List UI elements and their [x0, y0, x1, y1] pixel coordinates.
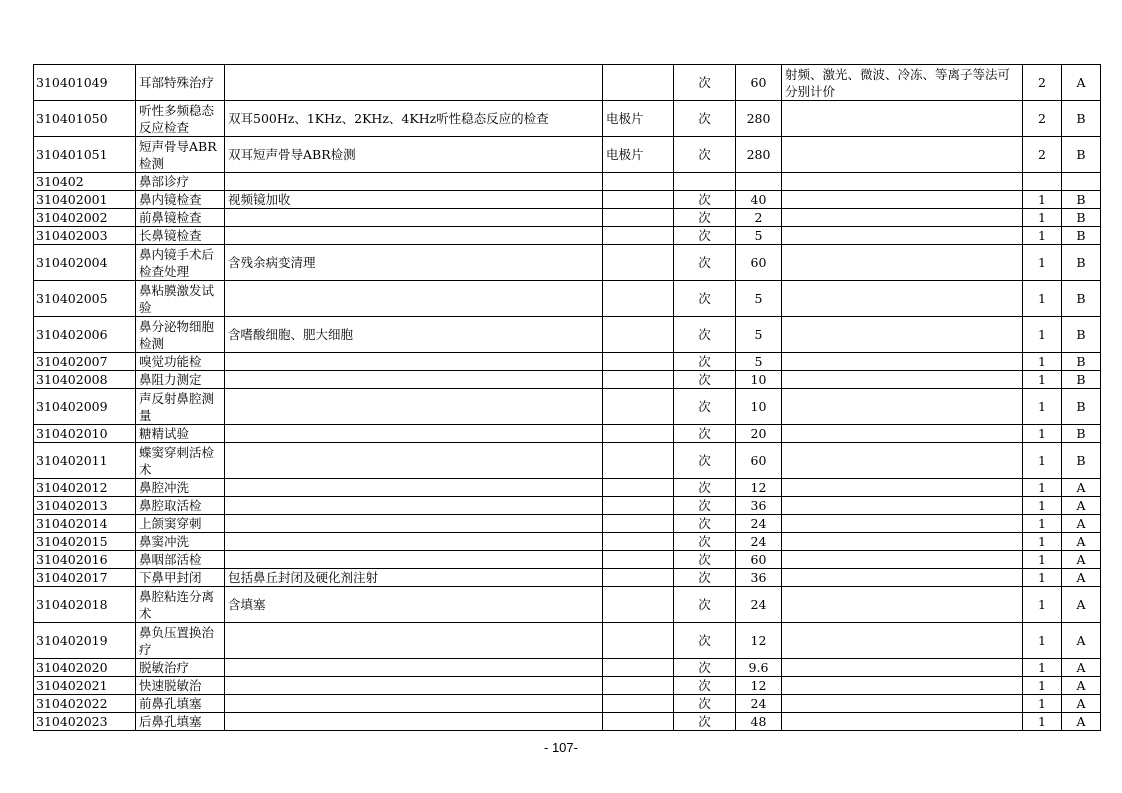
- unit-cell: 次: [674, 677, 736, 695]
- price-cell: 48: [736, 713, 782, 731]
- note-cell: [782, 479, 1023, 497]
- excluded-material-cell: [603, 191, 674, 209]
- note-cell: [782, 281, 1023, 317]
- level-cell: 2: [1023, 137, 1062, 173]
- item-code-cell: 310402022: [34, 695, 136, 713]
- category-cell: B: [1062, 371, 1101, 389]
- unit-cell: 次: [674, 101, 736, 137]
- unit-cell: 次: [674, 317, 736, 353]
- unit-cell: 次: [674, 137, 736, 173]
- excluded-material-cell: [603, 173, 674, 191]
- price-cell: 280: [736, 137, 782, 173]
- price-cell: 9.6: [736, 659, 782, 677]
- level-cell: 1: [1023, 281, 1062, 317]
- table-row: [34, 569, 1101, 587]
- item-code-cell: 310402008: [34, 371, 136, 389]
- unit-cell: 次: [674, 587, 736, 623]
- category-cell: A: [1062, 533, 1101, 551]
- item-name-cell: 鼻腔粘连分离术: [136, 587, 225, 623]
- note-cell: [782, 371, 1023, 389]
- category-cell: A: [1062, 65, 1101, 101]
- unit-cell: 次: [674, 569, 736, 587]
- item-content-cell: [225, 479, 603, 497]
- item-content-cell: 双耳500Hz、1KHz、2KHz、4KHz听性稳态反应的检查: [225, 101, 603, 137]
- table-row: [34, 659, 1101, 677]
- item-name-cell: 长鼻镜检查: [136, 227, 225, 245]
- item-code-cell: 310402021: [34, 677, 136, 695]
- price-cell: 60: [736, 443, 782, 479]
- item-content-cell: [225, 677, 603, 695]
- item-content-cell: 视频镜加收: [225, 191, 603, 209]
- table-row: [34, 443, 1101, 479]
- level-cell: 1: [1023, 695, 1062, 713]
- category-cell: B: [1062, 209, 1101, 227]
- category-cell: B: [1062, 191, 1101, 209]
- level-cell: 1: [1023, 551, 1062, 569]
- item-name-cell: 上颌窦穿刺: [136, 515, 225, 533]
- level-cell: 1: [1023, 479, 1062, 497]
- item-name-cell: 鼻咽部活检: [136, 551, 225, 569]
- excluded-material-cell: [603, 479, 674, 497]
- unit-cell: 次: [674, 245, 736, 281]
- note-cell: [782, 443, 1023, 479]
- item-name-cell: 鼻腔取活检: [136, 497, 225, 515]
- excluded-material-cell: [603, 551, 674, 569]
- level-cell: 1: [1023, 443, 1062, 479]
- note-cell: [782, 353, 1023, 371]
- item-name-cell: 蝶窦穿刺活检术: [136, 443, 225, 479]
- level-cell: 1: [1023, 425, 1062, 443]
- level-cell: 1: [1023, 389, 1062, 425]
- excluded-material-cell: [603, 659, 674, 677]
- item-name-cell: 前鼻镜检查: [136, 209, 225, 227]
- level-cell: 1: [1023, 209, 1062, 227]
- item-code-cell: 310402011: [34, 443, 136, 479]
- item-content-cell: 含嗜酸细胞、肥大细胞: [225, 317, 603, 353]
- item-content-cell: [225, 695, 603, 713]
- level-cell: 1: [1023, 587, 1062, 623]
- note-cell: 射频、激光、微波、冷冻、等离子等法可分别计价: [782, 65, 1023, 101]
- table-row: [34, 209, 1101, 227]
- item-content-cell: [225, 173, 603, 191]
- note-cell: [782, 713, 1023, 731]
- excluded-material-cell: 电极片: [603, 137, 674, 173]
- category-cell: B: [1062, 425, 1101, 443]
- table-row: [34, 623, 1101, 659]
- unit-cell: 次: [674, 425, 736, 443]
- unit-cell: 次: [674, 65, 736, 101]
- category-cell: B: [1062, 137, 1101, 173]
- item-name-cell: 快速脱敏治: [136, 677, 225, 695]
- category-cell: A: [1062, 587, 1101, 623]
- price-cell: 60: [736, 65, 782, 101]
- item-code-cell: 310402005: [34, 281, 136, 317]
- price-cell: 36: [736, 569, 782, 587]
- excluded-material-cell: [603, 227, 674, 245]
- price-cell: 5: [736, 317, 782, 353]
- item-content-cell: [225, 65, 603, 101]
- price-cell: 24: [736, 587, 782, 623]
- table-body: [34, 65, 1101, 731]
- unit-cell: [674, 173, 736, 191]
- item-content-cell: [225, 713, 603, 731]
- unit-cell: 次: [674, 551, 736, 569]
- excluded-material-cell: [603, 245, 674, 281]
- item-code-cell: 310402015: [34, 533, 136, 551]
- price-cell: 10: [736, 389, 782, 425]
- level-cell: 1: [1023, 353, 1062, 371]
- level-cell: 1: [1023, 569, 1062, 587]
- excluded-material-cell: [603, 389, 674, 425]
- unit-cell: 次: [674, 281, 736, 317]
- note-cell: [782, 173, 1023, 191]
- table-row: [34, 65, 1101, 101]
- unit-cell: 次: [674, 713, 736, 731]
- item-content-cell: [225, 281, 603, 317]
- item-code-cell: 310402004: [34, 245, 136, 281]
- table-row: [34, 587, 1101, 623]
- excluded-material-cell: [603, 677, 674, 695]
- price-cell: 60: [736, 245, 782, 281]
- fee-schedule-table: [33, 64, 1101, 731]
- item-content-cell: [225, 227, 603, 245]
- item-name-cell: 鼻分泌物细胞检测: [136, 317, 225, 353]
- unit-cell: 次: [674, 479, 736, 497]
- excluded-material-cell: [603, 497, 674, 515]
- note-cell: [782, 587, 1023, 623]
- price-cell: 2: [736, 209, 782, 227]
- item-code-cell: 310401051: [34, 137, 136, 173]
- item-content-cell: [225, 209, 603, 227]
- item-name-cell: 鼻负压置换治疗: [136, 623, 225, 659]
- item-name-cell: 鼻内镜手术后检查处理: [136, 245, 225, 281]
- level-cell: [1023, 173, 1062, 191]
- table-row: [34, 137, 1101, 173]
- unit-cell: 次: [674, 443, 736, 479]
- note-cell: [782, 515, 1023, 533]
- item-content-cell: 双耳短声骨导ABR检测: [225, 137, 603, 173]
- table-row: [34, 695, 1101, 713]
- price-cell: 5: [736, 227, 782, 245]
- table-row: [34, 389, 1101, 425]
- excluded-material-cell: [603, 317, 674, 353]
- item-code-cell: 310402010: [34, 425, 136, 443]
- item-code-cell: 310402014: [34, 515, 136, 533]
- category-cell: A: [1062, 569, 1101, 587]
- item-content-cell: [225, 425, 603, 443]
- price-cell: 10: [736, 371, 782, 389]
- note-cell: [782, 389, 1023, 425]
- item-content-cell: [225, 515, 603, 533]
- unit-cell: 次: [674, 695, 736, 713]
- item-content-cell: [225, 389, 603, 425]
- level-cell: 1: [1023, 227, 1062, 245]
- level-cell: 1: [1023, 515, 1062, 533]
- price-cell: 12: [736, 623, 782, 659]
- note-cell: [782, 101, 1023, 137]
- category-cell: A: [1062, 677, 1101, 695]
- excluded-material-cell: [603, 569, 674, 587]
- unit-cell: 次: [674, 659, 736, 677]
- excluded-material-cell: 电极片: [603, 101, 674, 137]
- item-code-cell: 310402023: [34, 713, 136, 731]
- excluded-material-cell: [603, 533, 674, 551]
- level-cell: 1: [1023, 191, 1062, 209]
- category-cell: B: [1062, 389, 1101, 425]
- price-cell: 24: [736, 515, 782, 533]
- item-name-cell: 声反射鼻腔测量: [136, 389, 225, 425]
- note-cell: [782, 425, 1023, 443]
- category-cell: A: [1062, 695, 1101, 713]
- note-cell: [782, 695, 1023, 713]
- table-row: [34, 353, 1101, 371]
- excluded-material-cell: [603, 713, 674, 731]
- item-content-cell: [225, 497, 603, 515]
- level-cell: 2: [1023, 101, 1062, 137]
- table-row: [34, 551, 1101, 569]
- unit-cell: 次: [674, 209, 736, 227]
- page-number: - 107-: [544, 740, 578, 755]
- category-cell: B: [1062, 281, 1101, 317]
- item-name-cell: 下鼻甲封闭: [136, 569, 225, 587]
- table-row: [34, 533, 1101, 551]
- category-cell: A: [1062, 551, 1101, 569]
- table-row: [34, 317, 1101, 353]
- item-code-cell: 310402007: [34, 353, 136, 371]
- unit-cell: 次: [674, 623, 736, 659]
- item-code-cell: 310402003: [34, 227, 136, 245]
- excluded-material-cell: [603, 623, 674, 659]
- item-name-cell: 鼻粘膜激发试验: [136, 281, 225, 317]
- item-code-cell: 310401049: [34, 65, 136, 101]
- level-cell: 1: [1023, 713, 1062, 731]
- level-cell: 1: [1023, 245, 1062, 281]
- table-row: [34, 227, 1101, 245]
- item-name-cell: 前鼻孔填塞: [136, 695, 225, 713]
- level-cell: 1: [1023, 677, 1062, 695]
- table-row: [34, 479, 1101, 497]
- price-cell: 60: [736, 551, 782, 569]
- excluded-material-cell: [603, 587, 674, 623]
- level-cell: 2: [1023, 65, 1062, 101]
- table-row: [34, 497, 1101, 515]
- note-cell: [782, 551, 1023, 569]
- price-cell: 36: [736, 497, 782, 515]
- note-cell: [782, 623, 1023, 659]
- note-cell: [782, 677, 1023, 695]
- item-code-cell: 310402017: [34, 569, 136, 587]
- category-cell: B: [1062, 227, 1101, 245]
- item-name-cell: 听性多频稳态反应检查: [136, 101, 225, 137]
- item-content-cell: 含残余病变清理: [225, 245, 603, 281]
- category-cell: A: [1062, 497, 1101, 515]
- item-name-cell: 鼻内镜检查: [136, 191, 225, 209]
- item-code-cell: 310402: [34, 173, 136, 191]
- excluded-material-cell: [603, 695, 674, 713]
- note-cell: [782, 191, 1023, 209]
- excluded-material-cell: [603, 371, 674, 389]
- level-cell: 1: [1023, 497, 1062, 515]
- item-code-cell: 310402018: [34, 587, 136, 623]
- item-code-cell: 310402020: [34, 659, 136, 677]
- item-content-cell: 包括鼻丘封闭及硬化剂注射: [225, 569, 603, 587]
- item-code-cell: 310402001: [34, 191, 136, 209]
- item-name-cell: 短声骨导ABR检测: [136, 137, 225, 173]
- item-code-cell: 310402002: [34, 209, 136, 227]
- price-cell: 12: [736, 479, 782, 497]
- category-cell: B: [1062, 353, 1101, 371]
- excluded-material-cell: [603, 209, 674, 227]
- table-row: [34, 101, 1101, 137]
- note-cell: [782, 317, 1023, 353]
- price-cell: 12: [736, 677, 782, 695]
- price-cell: 40: [736, 191, 782, 209]
- table-row: [34, 245, 1101, 281]
- item-name-cell: 鼻窦冲洗: [136, 533, 225, 551]
- item-content-cell: [225, 533, 603, 551]
- table-row: [34, 425, 1101, 443]
- unit-cell: 次: [674, 497, 736, 515]
- level-cell: 1: [1023, 317, 1062, 353]
- note-cell: [782, 533, 1023, 551]
- note-cell: [782, 569, 1023, 587]
- excluded-material-cell: [603, 281, 674, 317]
- item-content-cell: [225, 551, 603, 569]
- category-cell: B: [1062, 245, 1101, 281]
- item-content-cell: [225, 353, 603, 371]
- item-code-cell: 310402019: [34, 623, 136, 659]
- unit-cell: 次: [674, 371, 736, 389]
- item-name-cell: 后鼻孔填塞: [136, 713, 225, 731]
- level-cell: 1: [1023, 371, 1062, 389]
- item-name-cell: 耳部特殊治疗: [136, 65, 225, 101]
- unit-cell: 次: [674, 533, 736, 551]
- category-cell: B: [1062, 101, 1101, 137]
- item-name-cell: 鼻腔冲洗: [136, 479, 225, 497]
- price-cell: 20: [736, 425, 782, 443]
- excluded-material-cell: [603, 353, 674, 371]
- item-content-cell: [225, 623, 603, 659]
- note-cell: [782, 245, 1023, 281]
- unit-cell: 次: [674, 515, 736, 533]
- price-cell: 24: [736, 695, 782, 713]
- item-name-cell: 鼻阻力测定: [136, 371, 225, 389]
- unit-cell: 次: [674, 389, 736, 425]
- excluded-material-cell: [603, 425, 674, 443]
- item-name-cell: 鼻部诊疗: [136, 173, 225, 191]
- table-row: [34, 371, 1101, 389]
- table-row: [34, 173, 1101, 191]
- excluded-material-cell: [603, 65, 674, 101]
- category-cell: A: [1062, 713, 1101, 731]
- level-cell: 1: [1023, 659, 1062, 677]
- note-cell: [782, 497, 1023, 515]
- item-content-cell: 含填塞: [225, 587, 603, 623]
- item-code-cell: 310401050: [34, 101, 136, 137]
- category-cell: A: [1062, 623, 1101, 659]
- price-cell: 5: [736, 353, 782, 371]
- item-content-cell: [225, 443, 603, 479]
- price-cell: 24: [736, 533, 782, 551]
- unit-cell: 次: [674, 227, 736, 245]
- table-row: [34, 713, 1101, 731]
- category-cell: B: [1062, 443, 1101, 479]
- item-name-cell: 糖精试验: [136, 425, 225, 443]
- price-cell: [736, 173, 782, 191]
- table-row: [34, 677, 1101, 695]
- note-cell: [782, 209, 1023, 227]
- price-cell: 5: [736, 281, 782, 317]
- unit-cell: 次: [674, 353, 736, 371]
- excluded-material-cell: [603, 443, 674, 479]
- item-content-cell: [225, 659, 603, 677]
- note-cell: [782, 137, 1023, 173]
- price-cell: 280: [736, 101, 782, 137]
- category-cell: [1062, 173, 1101, 191]
- category-cell: A: [1062, 479, 1101, 497]
- table-row: [34, 191, 1101, 209]
- category-cell: A: [1062, 659, 1101, 677]
- item-name-cell: 嗅觉功能检: [136, 353, 225, 371]
- excluded-material-cell: [603, 515, 674, 533]
- item-code-cell: 310402009: [34, 389, 136, 425]
- table-row: [34, 281, 1101, 317]
- item-name-cell: 脱敏治疗: [136, 659, 225, 677]
- item-code-cell: 310402012: [34, 479, 136, 497]
- level-cell: 1: [1023, 623, 1062, 659]
- item-content-cell: [225, 371, 603, 389]
- category-cell: B: [1062, 317, 1101, 353]
- note-cell: [782, 227, 1023, 245]
- item-code-cell: 310402013: [34, 497, 136, 515]
- unit-cell: 次: [674, 191, 736, 209]
- table-row: [34, 515, 1101, 533]
- note-cell: [782, 659, 1023, 677]
- item-code-cell: 310402016: [34, 551, 136, 569]
- level-cell: 1: [1023, 533, 1062, 551]
- category-cell: A: [1062, 515, 1101, 533]
- item-code-cell: 310402006: [34, 317, 136, 353]
